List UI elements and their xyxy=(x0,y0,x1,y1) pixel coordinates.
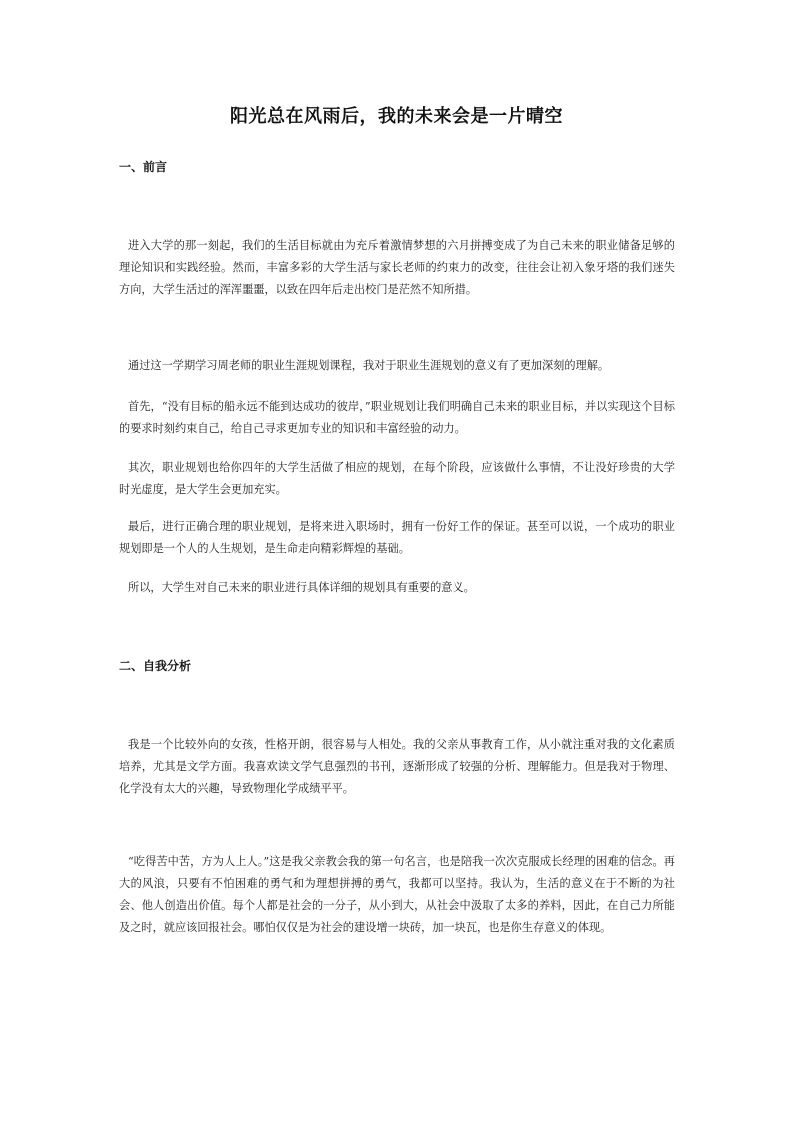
paragraph: 通过这一学期学习周老师的职业生涯规划课程，我对于职业生涯规划的意义有了更加深刻的理解。 xyxy=(128,359,610,372)
document-title: 阳光总在风雨后，我的未来会是一片晴空 xyxy=(230,106,563,127)
section-heading-preface: 一、前言 xyxy=(119,160,168,174)
paragraph: “吃得苦中苦，方为人上人。”这是我父亲教会我的第一句名言，也是陪我一次次克服成长经理的困难的信念。再大的风浪，只要有不怕困难的勇气和为理想拼搏的勇气，我都可以坚持。我认为，生活的意义在于不断的为社会、他人创造出价值。每个人都是社会的一分子，从小到大，从社会中汲取了太多的养料，因此，在自己力所能及之时，就应该回报社会。哪怕仅仅是为社会的建设增一块砖，加一块瓦，也是你生存意义的体现。 xyxy=(119,855,675,934)
paragraph: 首先，“没有目标的船永远不能到达成功的彼岸，”职业规划让我们明确自己未来的职业目标，并以实现这个目标的要求时刻约束自己，给自己寻求更加专业的知识和丰富经验的动力。 xyxy=(119,400,675,435)
section-heading-self-analysis: 二、自我分析 xyxy=(119,659,192,673)
paragraph: 其次，职业规划也给你四年的大学生活做了相应的规划，在每个阶段，应该做什么事情，不让没好珍贵的大学时光虚度，是大学生会更加充实。 xyxy=(119,461,675,496)
paragraph: 最后，进行正确合理的职业规划，是将来进入职场时，拥有一份好工作的保证。甚至可以说，一个成功的职业规划即是一个人的人生规划，是生命走向精彩辉煌的基础。 xyxy=(119,520,675,555)
paragraph: 所以，大学生对自己未来的职业进行具体详细的规划具有重要的意义。 xyxy=(128,581,475,594)
paragraph: 进入大学的那一刻起，我们的生活目标就由为充斥着激情梦想的六月拼搏变成了为自己未来的职业储备足够的理论知识和实践经验。然而，丰富多彩的大学生活与家长老师的约束力的改变，往往会让初入象牙塔的我们迷失方向，大学生活过的浑浑噩噩，以致在四年后走出校门是茫然不知所措。 xyxy=(119,239,675,296)
paragraph: 我是一个比较外向的女孩，性格开朗，很容易与人相处。我的父亲从事教育工作，从小就注重对我的文化素质培养，尤其是文学方面。我喜欢读文学气息强烈的书刊，逐渐形成了较强的分析、理解能力。但是我对于物理、化学没有太大的兴趣，导致物理化学成绩平平。 xyxy=(119,738,675,795)
